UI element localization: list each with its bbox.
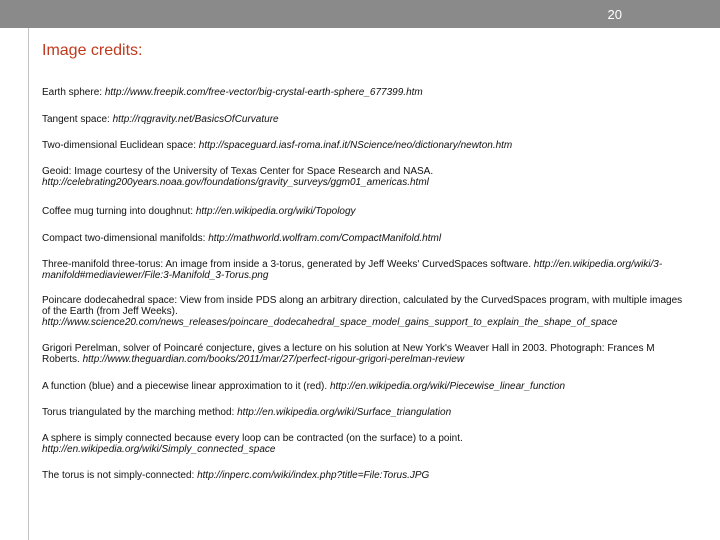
credit-compact-manifolds: [42, 233, 692, 244]
slide-header-bar: [0, 0, 720, 28]
credit-link[interactable]: http://en.wikipedia.org/wiki/3-manifold#mediaviewer/File:3-Manifold_3-Torus.png: [42, 259, 663, 281]
credit-three-torus: [42, 259, 692, 281]
credit-label: Torus triangulated by the marching method:: [42, 407, 235, 418]
credit-label: Earth sphere:: [42, 87, 103, 98]
credit-simply-connected-sphere: [42, 433, 692, 455]
credit-poincare-space: [42, 295, 692, 328]
credit-label: Compact two-dimensional manifolds:: [42, 233, 206, 244]
credit-earth-sphere: [42, 87, 692, 98]
credit-link[interactable]: http://rqgravity.net/BasicsOfCurvature: [112, 114, 279, 125]
credit-tangent-space: [42, 114, 692, 125]
credit-link[interactable]: http://www.theguardian.com/books/2011/mar/27/perfect-rigour-grigori-perelman-review: [82, 354, 465, 365]
slide-title: Image credits:: [42, 42, 143, 59]
credit-torus-triangulated: [42, 407, 692, 418]
credit-link[interactable]: http://inperc.com/wiki/index.php?title=File:Torus.JPG: [197, 470, 430, 481]
credit-label: Poincare dodecahedral space: View from inside PDS along an arbitrary direction, calculated by the CurvedSpaces program, with multiple images of the Earth (from Jeff Weeks).: [42, 295, 683, 317]
credit-label: Grigori Perelman, solver of Poincaré conjecture, gives a lecture on his solution at New York's Weaver Hall in 2003. Photograph: Frances M Roberts.: [42, 343, 655, 365]
credit-label: Tangent space:: [42, 114, 110, 125]
credit-link[interactable]: http://spaceguard.iasf-roma.inaf.it/NScience/neo/dictionary/newton.htm: [198, 140, 513, 151]
credit-geoid: [42, 166, 692, 188]
credit-coffee-mug: [42, 206, 692, 217]
credit-link[interactable]: http://www.freepik.com/free-vector/big-crystal-earth-sphere_677399.htm: [104, 87, 423, 98]
credit-link[interactable]: http://www.science20.com/news_releases/poincare_dodecahedral_space_model_gains_support_to_explain_the_shape_of_space: [42, 317, 618, 328]
credit-link[interactable]: http://en.wikipedia.org/wiki/Simply_connected_space: [42, 444, 276, 455]
credit-label: A sphere is simply connected because every loop can be contracted (on the surface) to a point.: [42, 433, 463, 444]
credit-perelman: [42, 343, 692, 365]
credit-link[interactable]: http://celebrating200years.noaa.gov/foundations/gravity_surveys/ggm01_americas.html: [42, 177, 429, 188]
credit-label: Geoid: Image courtesy of the University of Texas Center for Space Research and NASA.: [42, 166, 434, 177]
credit-label: A function (blue) and a piecewise linear approximation to it (red).: [42, 381, 328, 392]
credit-piecewise-linear: [42, 381, 692, 392]
credit-label: Coffee mug turning into doughnut:: [42, 206, 194, 217]
credit-link[interactable]: http://en.wikipedia.org/wiki/Surface_triangulation: [237, 407, 452, 418]
credit-label: Three-manifold three-torus: An image from inside a 3-torus, generated by Jeff Weeks' CurvedSpaces software.: [42, 259, 531, 270]
credit-link[interactable]: http://en.wikipedia.org/wiki/Topology: [195, 206, 356, 217]
credit-link[interactable]: http://en.wikipedia.org/wiki/Piecewise_linear_function: [329, 381, 566, 392]
credit-torus-not-simply-connected: [42, 470, 692, 481]
page-number: 20: [607, 7, 622, 22]
credit-euclidean-space: [42, 140, 692, 151]
credit-link[interactable]: http://mathworld.wolfram.com/CompactManifold.html: [208, 233, 442, 244]
left-divider: [28, 28, 29, 540]
credit-label: Two-dimensional Euclidean space:: [42, 140, 196, 151]
credit-label: The torus is not simply-connected:: [42, 470, 195, 481]
